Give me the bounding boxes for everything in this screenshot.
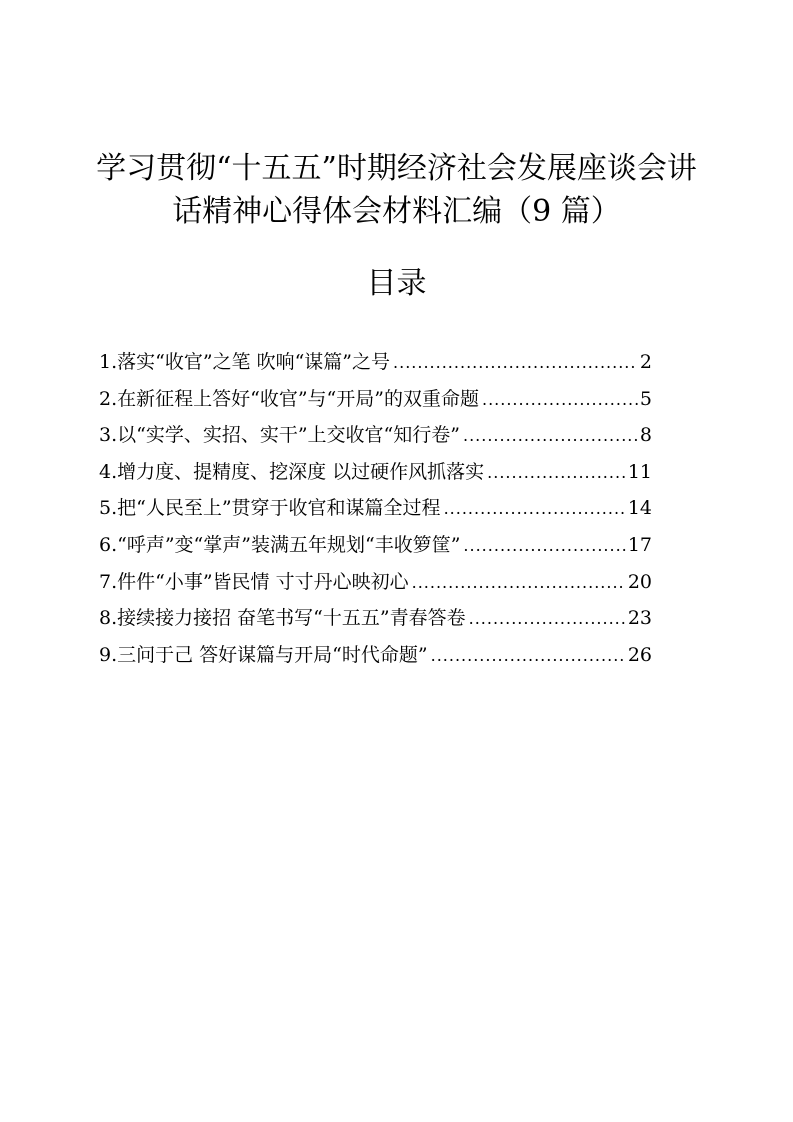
- toc-dot-leader: [463, 418, 638, 455]
- toc-entry-5[interactable]: [99, 490, 652, 527]
- toc-entry-title: 1.落实“收官”之笔 吹响“谋篇”之号: [99, 351, 391, 373]
- toc-entry-title: 8.接续接力接招 奋笔书写“十五五”青春答卷: [99, 607, 466, 630]
- toc-entry-title: 7.件件“小事”皆民情 寸寸丹心映初心: [99, 570, 409, 593]
- toc-entry-page: 17: [627, 533, 652, 556]
- toc-dot-leader: [431, 638, 626, 675]
- toc-dot-leader: [393, 345, 638, 382]
- toc-entry-page: 5: [639, 387, 652, 410]
- document-title-line-1: 学习贯彻“十五五”时期经济社会发展座谈会讲: [96, 151, 697, 186]
- toc-entry-page: 2: [639, 351, 652, 373]
- document-title: [60, 147, 733, 233]
- toc-dot-leader: [444, 491, 626, 528]
- toc-entry-4[interactable]: [99, 454, 652, 491]
- toc-dot-leader: [412, 565, 626, 602]
- toc-entry-9[interactable]: [99, 637, 652, 674]
- toc-entry-page: 14: [627, 497, 652, 520]
- toc-entry-2[interactable]: [99, 381, 652, 418]
- toc-dot-leader: [469, 601, 626, 638]
- toc-entry-8[interactable]: [99, 600, 652, 637]
- toc-entry-3[interactable]: [99, 417, 652, 454]
- toc-entry-title: 4.增力度、提精度、挖深度 以过硬作风抓落实: [99, 460, 485, 483]
- toc-entry-page: 26: [627, 643, 652, 666]
- toc-entry-page: 23: [627, 607, 652, 630]
- toc-entry-page: 20: [627, 570, 652, 593]
- toc-entry-title: 9.三问于己 答好谋篇与开局“时代命题”: [99, 643, 428, 666]
- table-of-contents: [99, 344, 652, 673]
- toc-entry-title: 6.“呼声”变“掌声”装满五年规划“丰收箩筐”: [99, 533, 461, 556]
- toc-dot-leader: [487, 455, 626, 492]
- document-title-line-2: 话精神心得体会材料汇编（9 篇）: [172, 194, 621, 229]
- toc-entry-page: 8: [639, 424, 652, 447]
- toc-entry-title: 2.在新征程上答好“收官”与“开局”的双重命题: [99, 387, 479, 410]
- toc-heading: 目录: [366, 266, 427, 301]
- toc-entry-6[interactable]: [99, 527, 652, 564]
- toc-entry-title: 3.以“实学、实招、实干”上交收官“知行卷”: [99, 424, 460, 447]
- toc-entry-1[interactable]: [99, 344, 652, 381]
- toc-entry-page: 11: [627, 460, 652, 483]
- toc-dot-leader: [482, 382, 638, 419]
- toc-entry-title: 5.把“人民至上”贯穿于收官和谋篇全过程: [99, 497, 441, 520]
- toc-dot-leader: [463, 528, 625, 565]
- toc-entry-7[interactable]: [99, 564, 652, 601]
